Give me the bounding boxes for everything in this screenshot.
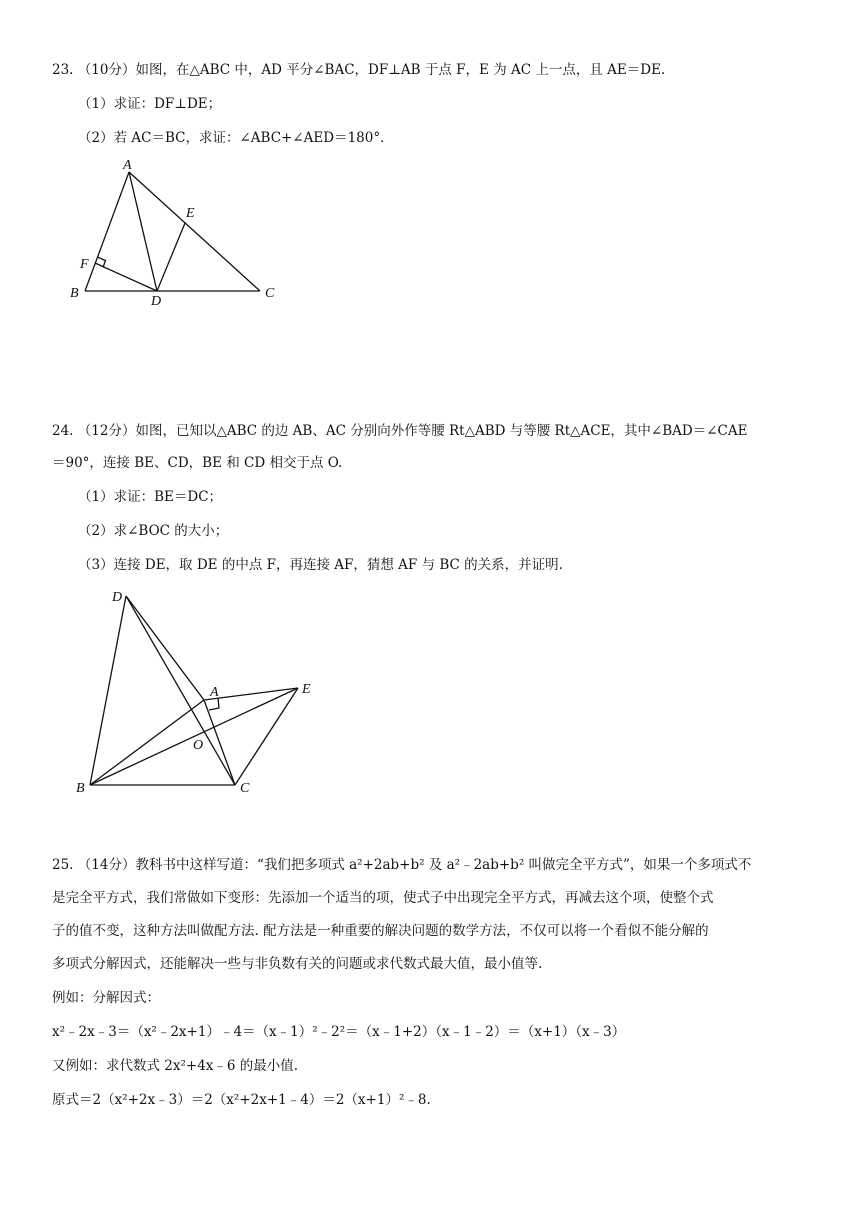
label-a: A <box>210 685 219 700</box>
q24-part3: （3）连接 DE，取 DE 的中点 F，再连接 AF，猜想 AF 与 BC 的关系，并证明. <box>78 557 563 573</box>
q25-line2: 是完全平方式，我们常做如下变形：先添加一个适当的项，使式子中出现完全平方式，再减去这个项，使整个式 <box>52 890 714 906</box>
segment-ba <box>90 700 204 785</box>
label-c: C <box>240 781 250 796</box>
label-o: O <box>193 738 204 753</box>
q23-stem: 23. （10分）如图，在△ABC 中，AD 平分∠BAC，DF⊥AB 于点 F，E 为 AC 上一点，且 AE＝DE. <box>52 62 666 78</box>
q23-part2: （2）若 AC＝BC，求证：∠ABC+∠AED＝180°． <box>78 130 394 146</box>
label-f: F <box>80 257 89 272</box>
label-b: B <box>70 286 79 301</box>
q24-stem-line2: ＝90°，连接 BE、CD，BE 和 CD 相交于点 O. <box>52 455 343 471</box>
label-d: D <box>151 294 162 309</box>
label-b: B <box>76 781 85 796</box>
q25-example1-formula: x²﹣2x﹣3＝（x²﹣2x+1）﹣4＝（x﹣1）²﹣2²＝（x﹣1+2）（x﹣1﹣2）＝（x+1）（x﹣3） <box>52 1024 626 1040</box>
q24-stem-line1: 24. （12分）如图，已知以△ABC 的边 AB、AC 分别向外作等腰 Rt△ABD 与等腰 Rt△ACE，其中∠BAD＝∠CAE <box>52 423 748 439</box>
q24-triangle-figure <box>60 584 360 804</box>
label-a: A <box>123 158 132 173</box>
segment-ab <box>85 172 129 291</box>
q24-part1: （1）求证：BE＝DC； <box>78 489 223 505</box>
segment-ac <box>204 700 235 785</box>
q25-line1: 25. （14分）教科书中这样写道：“我们把多项式 a²+2ab+b² 及 a²﹣2ab+b² 叫做完全平方式”，如果一个多项式不 <box>52 857 752 873</box>
q25-example2-formula: 原式＝2（x²+2x﹣3）＝2（x²+2x+1﹣4）＝2（x+1）²﹣8. <box>52 1092 431 1108</box>
segment-de <box>157 223 185 291</box>
label-e: E <box>186 206 195 221</box>
q24-part2: （2）求∠BOC 的大小； <box>78 523 229 539</box>
label-e: E <box>302 682 311 697</box>
segment-ad <box>129 172 157 291</box>
q25-example1-label: 例如：分解因式： <box>52 990 160 1006</box>
segment-df <box>95 263 157 291</box>
label-c: C <box>265 286 275 301</box>
q23-triangle-figure <box>60 158 360 318</box>
segment-dc <box>126 596 235 785</box>
segment-da <box>126 596 204 700</box>
q25-example2-label: 又例如：求代数式 2x²+4x﹣6 的最小值. <box>52 1058 299 1074</box>
q25-line4: 多项式分解因式，还能解决一些与非负数有关的问题或求代数式最大值，最小值等. <box>52 956 543 972</box>
q25-line3: 子的值不变，这种方法叫做配方法. 配方法是一种重要的解决问题的数学方法，不仅可以将一个看似不能分解的 <box>52 923 709 939</box>
segment-db <box>90 596 126 785</box>
label-d: D <box>112 590 123 605</box>
segment-ac <box>129 172 260 291</box>
q23-part1: （1）求证：DF⊥DE； <box>78 96 222 112</box>
